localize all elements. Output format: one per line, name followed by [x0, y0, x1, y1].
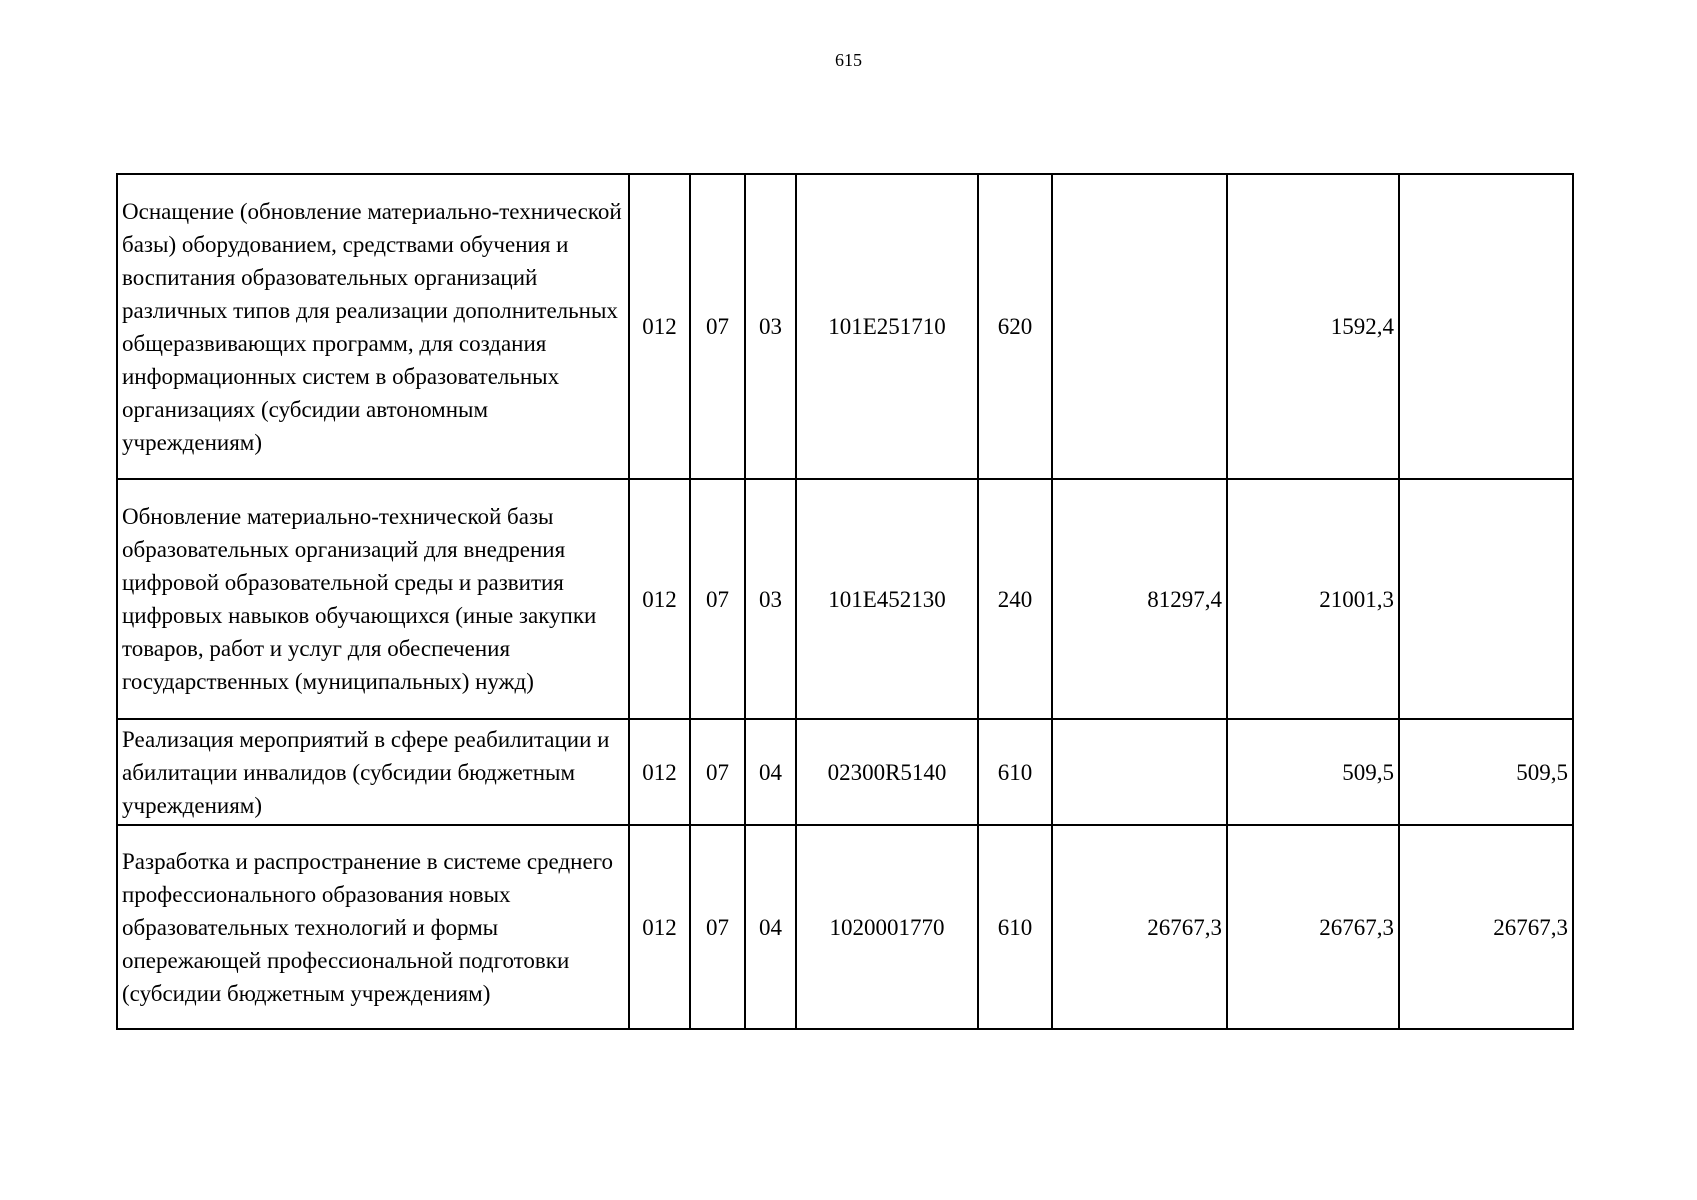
amount-year-1: 26767,3 — [1052, 825, 1227, 1029]
table-row — [117, 174, 1573, 479]
subsection-code: 04 — [745, 719, 796, 825]
target-article-code: 101E251710 — [796, 174, 978, 479]
target-article-code: 101E452130 — [796, 479, 978, 719]
department-code: 012 — [629, 719, 690, 825]
row-description: Разработка и распространение в системе среднего профессионального образования новых образовательных технологий и формы опережающей профессиональной подготовки (субсидии бюджетным учреждениям) — [117, 825, 629, 1029]
amount-year-3 — [1399, 479, 1573, 719]
department-code: 012 — [629, 825, 690, 1029]
department-code: 012 — [629, 174, 690, 479]
expense-type-code: 610 — [978, 825, 1052, 1029]
amount-year-2: 1592,4 — [1227, 174, 1399, 479]
page-number: 615 — [835, 50, 862, 70]
subsection-code: 03 — [745, 479, 796, 719]
amount-year-2: 26767,3 — [1227, 825, 1399, 1029]
expense-type-code: 620 — [978, 174, 1052, 479]
amount-year-3 — [1399, 174, 1573, 479]
table-row — [117, 719, 1573, 825]
amount-year-2: 21001,3 — [1227, 479, 1399, 719]
amount-year-1 — [1052, 174, 1227, 479]
expense-type-code: 610 — [978, 719, 1052, 825]
amount-year-2: 509,5 — [1227, 719, 1399, 825]
section-code: 07 — [690, 174, 745, 479]
table-row — [117, 479, 1573, 719]
row-description: Обновление материально-технической базы образовательных организаций для внедрения цифровой образовательной среды и развития цифровых навыков обучающихся (иные закупки товаров, работ и услуг для обеспечения государственных (муниципальных) нужд) — [117, 479, 629, 719]
amount-year-3: 509,5 — [1399, 719, 1573, 825]
amount-year-3: 26767,3 — [1399, 825, 1573, 1029]
department-code: 012 — [629, 479, 690, 719]
section-code: 07 — [690, 825, 745, 1029]
amount-year-1: 81297,4 — [1052, 479, 1227, 719]
subsection-code: 04 — [745, 825, 796, 1029]
target-article-code: 02300R5140 — [796, 719, 978, 825]
table-row — [117, 825, 1573, 1029]
budget-table — [116, 173, 1574, 1030]
row-description: Реализация мероприятий в сфере реабилитации и абилитации инвалидов (субсидии бюджетным учреждениям) — [117, 719, 629, 825]
row-description: Оснащение (обновление материально-технической базы) оборудованием, средствами обучения и воспитания образовательных организаций различных типов для реализации дополнительных общеразвивающих программ, для создания информационных систем в образовательных организациях (субсидии автономным учреждениям) — [117, 174, 629, 479]
expense-type-code: 240 — [978, 479, 1052, 719]
amount-year-1 — [1052, 719, 1227, 825]
section-code: 07 — [690, 719, 745, 825]
section-code: 07 — [690, 479, 745, 719]
target-article-code: 1020001770 — [796, 825, 978, 1029]
subsection-code: 03 — [745, 174, 796, 479]
